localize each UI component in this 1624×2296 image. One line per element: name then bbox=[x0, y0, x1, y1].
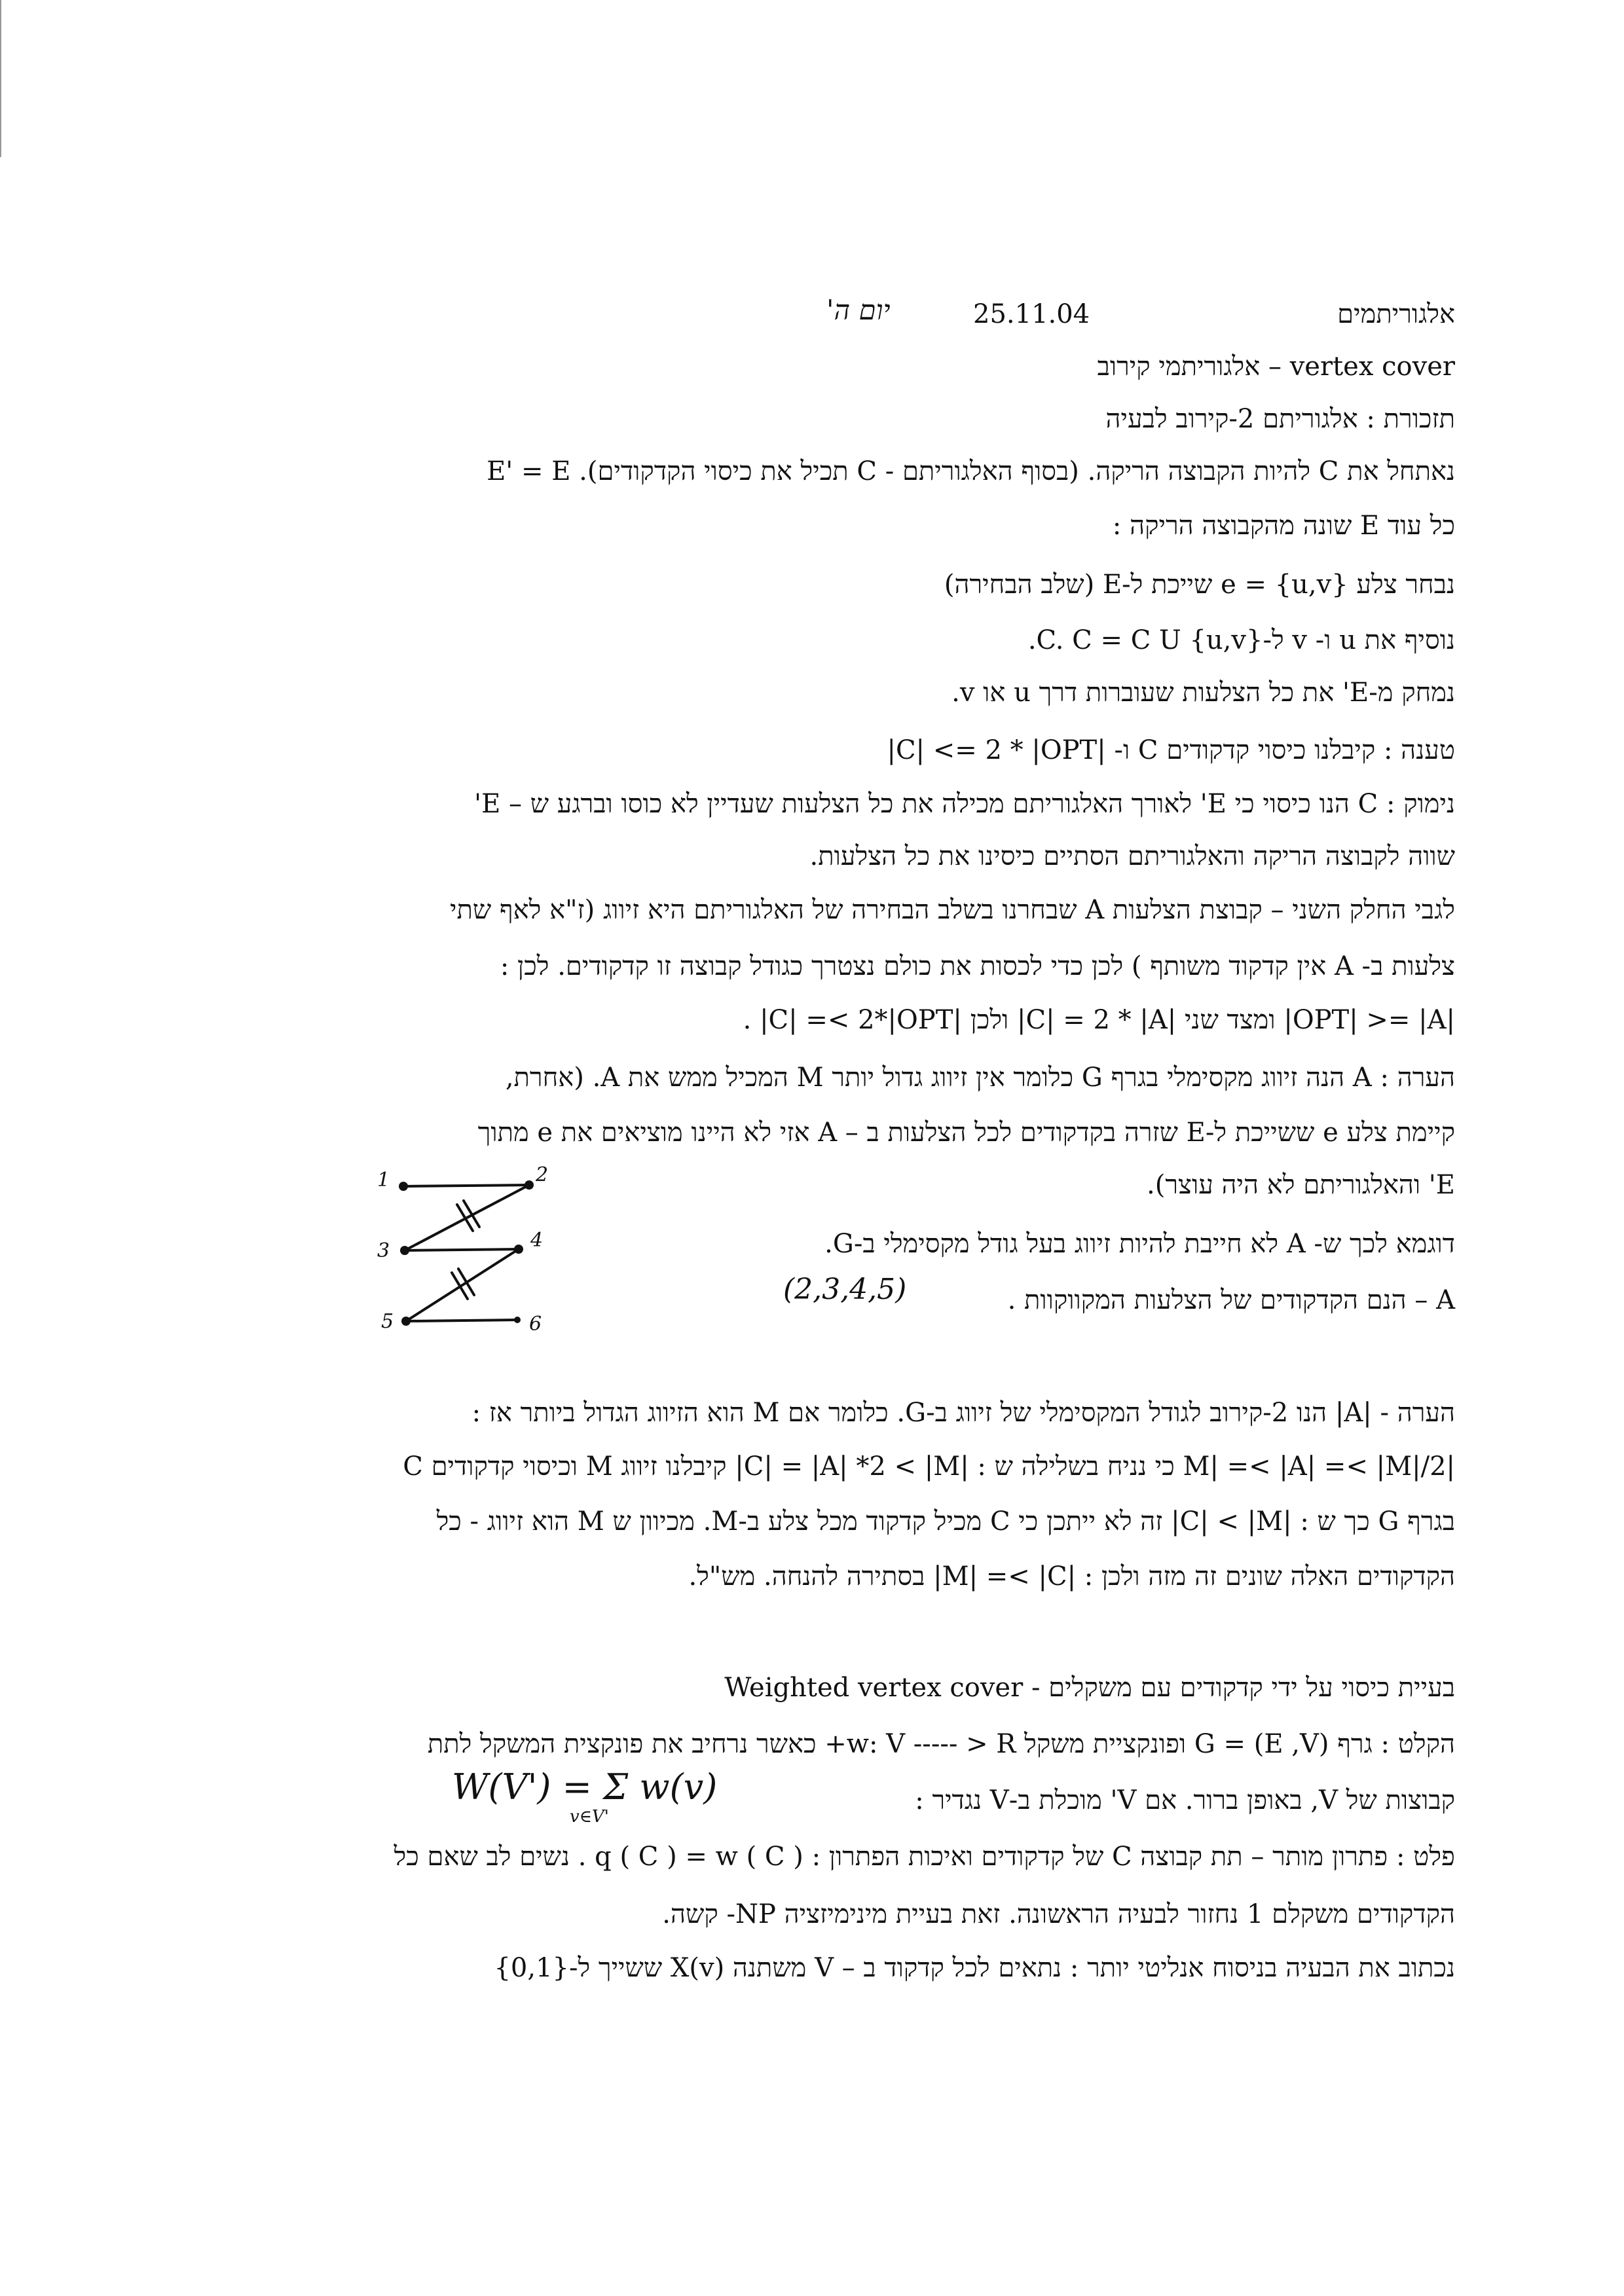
graph-label-2: 2 bbox=[536, 1163, 549, 1186]
init-line: נאתחל את C להיות הקבוצה הריקה. (בסוף האלגוריתם - C תכיל את כיסוי הקדקודים). E' = E bbox=[487, 456, 1455, 486]
weight-formula-subscript: v∈V' bbox=[570, 1807, 609, 1827]
output-line-2: הקדקודים משקלם 1 נחזור לבעיה הראשונה. זאת בעיית מינימיזציה NP- קשה. bbox=[662, 1899, 1455, 1929]
note-line-3: E' והאלגוריתם לא היה עוצר). bbox=[1147, 1170, 1455, 1200]
graph-node-6 bbox=[514, 1317, 521, 1323]
second-part-line-3: |OPT| >= |A| ומצד שני |C| = 2 * |A| ולכן |C| =< 2*|OPT| . bbox=[743, 1005, 1455, 1035]
date: 25.11.04 bbox=[973, 299, 1090, 329]
weight-formula: W(V') = Σ w(v) bbox=[452, 1766, 718, 1808]
choose-line: נבחר צלע e = {u,v} שייכת ל-E (שלב הבחירה) bbox=[944, 570, 1455, 600]
note-line-2: קיימת צלע e ששייכת ל-E שזרה בקדקודים לכל הצלעות ב – A אזי לא היינו מוציאים את e מתוך bbox=[477, 1118, 1455, 1148]
reminder-line: תזכורת : אלגוריתם 2-קירוב לבעיה bbox=[1105, 404, 1455, 434]
analytic-line: נכתוב את הבעיה בניסוח אנליטי יותר : נתאים לכל קדקוד ב – V משתנה X(v) ששייך ל-{0,1} bbox=[494, 1953, 1455, 1983]
proof-line-1: נימוק : C הנו כיסוי כי E' לאורך האלגוריתם מכילה את כל הצלעות שעדיין לא כוסו וברגע ש – E' bbox=[474, 789, 1455, 819]
while-line: כל עוד E שונה מהקבוצה הריקה : bbox=[1112, 511, 1455, 541]
handwritten-date: יום ה' bbox=[826, 294, 891, 326]
weighted-title: בעיית כיסוי על ידי קדקודים עם משקלים - Weighted vertex cover bbox=[724, 1673, 1455, 1703]
example-line-2: A – הנם הקדקודים של הצלעות המקווקוות . bbox=[1007, 1285, 1455, 1315]
remark-line-2: |M| =< |A| =< |M|/2 כי נניח בשלילה ש : |C| = |A| *2 < |M| קיבלנו זיווג M וכיסוי קדקודים C bbox=[403, 1451, 1455, 1482]
graph-edge-3-4 bbox=[405, 1249, 519, 1250]
second-part-line-1: לגבי החלק השני – קבוצת הצלעות A שבחרנו בשלב הבחירה של האלגוריתם היא זיווג (ז"א לאף שתי bbox=[450, 895, 1455, 925]
output-line-1: פלט : פתרון מותר – תת קבוצה C של קדקודים ואיכות הפתרון : q ( C ) = w ( C ) . נשים לב שאם כל bbox=[394, 1842, 1455, 1872]
input-line-2: קבוצות של V, באופן ברור. אם V' מוכלת ב-V נגדיר : bbox=[915, 1785, 1455, 1815]
add-line: נוסיף את u ו- v ל-C. C = C U {u,v}. bbox=[1027, 625, 1455, 655]
hatch-mark bbox=[458, 1269, 474, 1295]
remark-line-4: הקדקודים האלה שונים זה מזה ולכן : |M| =< |C| בסתירה להנחה. מש"ל. bbox=[688, 1561, 1455, 1592]
graph-edge-2-3 bbox=[405, 1185, 529, 1250]
proof-line-2: שווה לקבוצה הריקה והאלגוריתם הסתיים כיסינו את כל הצלעות. bbox=[809, 841, 1455, 871]
graph-edge-5-6 bbox=[406, 1320, 517, 1321]
note-line-1: הערה : A הנה זיווג מקסימלי בגרף G כלומר אין זיווג גדול יותר M המכיל ממש את A. (אחרת, bbox=[505, 1063, 1455, 1093]
remark-line-1: הערה - |A| הנו 2-קירוב לגודל המקסימלי של זיווג ב-G. כלומר אם M הוא הזיווג הגדול ביותר אז : bbox=[471, 1398, 1455, 1428]
graph-label-1: 1 bbox=[377, 1169, 390, 1192]
graph-node-3 bbox=[400, 1246, 409, 1255]
graph-edge-1-2 bbox=[403, 1185, 529, 1186]
remove-line: נמחק מ-E' את כל הצלעות שעוברות דרך u או v. bbox=[951, 678, 1455, 708]
remark-line-3: בגרף G כך ש : |C| < |M| זה לא ייתכן כי C מכיל קדקוד מכל צלע ב-M. מכיוון ש M הוא זיווג - כל bbox=[436, 1506, 1455, 1537]
claim-line: טענה : קיבלנו כיסוי קדקודים C ו- |C| <= 2 * |OPT| bbox=[887, 735, 1455, 765]
scan-page-edge bbox=[0, 0, 1, 157]
section-title: vertex cover – אלגוריתמי קירוב bbox=[1097, 352, 1455, 382]
graph-node-2 bbox=[525, 1180, 534, 1190]
matching-example-graph bbox=[367, 1159, 576, 1342]
graph-label-5: 5 bbox=[381, 1310, 394, 1333]
graph-node-4 bbox=[514, 1245, 523, 1254]
graph-node-5 bbox=[401, 1317, 411, 1326]
graph-label-3: 3 bbox=[377, 1239, 390, 1262]
graph-label-4: 4 bbox=[530, 1229, 544, 1252]
example-line: דוגמא לכך ש- A לא חייבת להיות זיווג בעל גודל מקסימלי ב-G. bbox=[824, 1229, 1455, 1259]
graph-label-6: 6 bbox=[529, 1313, 542, 1336]
hatch-mark bbox=[457, 1205, 473, 1231]
second-part-line-2: צלעות ב- A אין קדקוד משותף ) לכן כדי לכסות את כולם נצטרך כגודל קבוצה זו קדקודים. לכן : bbox=[500, 951, 1455, 981]
input-line-1: הקלט : גרף G = (E ,V) ופונקציית משקל w: V ----- > R+ כאשר נרחיב את פונקצית המשקל לתת bbox=[427, 1729, 1455, 1759]
course-title: אלגוריתמים bbox=[1337, 299, 1455, 329]
example-vertex-set: (2,3,4,5) bbox=[783, 1273, 907, 1306]
hatch-mark bbox=[452, 1273, 468, 1299]
graph-node-1 bbox=[399, 1182, 408, 1191]
graph-edge-4-5 bbox=[406, 1249, 519, 1321]
